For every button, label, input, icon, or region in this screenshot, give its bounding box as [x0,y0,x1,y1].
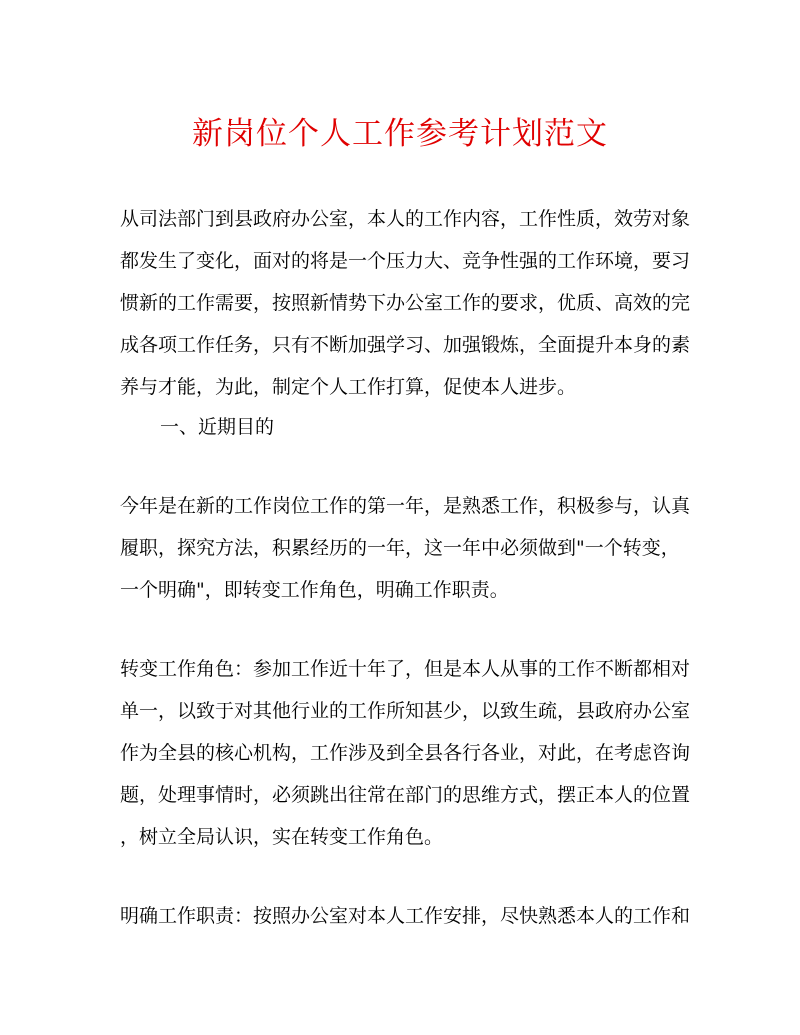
paragraph-intro [120,203,690,403]
paragraph-line: 题，处理事情时，必须跳出往常在部门的思维方式，摆正本人的位置 [120,784,691,806]
paragraph-change-role [120,653,690,853]
paragraph-line: 今年是在新的工作岗位工作的第一年，是熟悉工作，积极参与，认真 [120,495,691,517]
paragraph-line: 一个明确"，即转变工作角色，明确工作职责。 [120,579,509,601]
paragraph-line: 都发生了变化，面对的将是一个压力大、竞争性强的工作环境，要习 [120,250,691,272]
paragraph-line: 履职，探究方法，积累经历的一年，这一年中必须做到"一个转变， [120,537,680,559]
paragraph-first-year [120,490,690,606]
paragraph-line: ，树立全局认识，实在转变工作角色。 [120,826,444,848]
section-heading-near-term-goals: 一、近期目的 [160,416,275,438]
paragraph-line: 作为全县的核心机构，工作涉及到全县各行各业，对此，在考虑咨询 [120,742,691,764]
paragraph-line: 明确工作职责：按照办公室对本人工作安排，尽快熟悉本人的工作和 [120,905,691,927]
document-title: 新岗位个人工作参考计划范文 [192,116,608,152]
paragraph-line: 惯新的工作需要，按照新情势下办公室工作的要求，优质、高效的完 [120,292,691,314]
paragraph-line: 单一，以致于对其他行业的工作所知甚少，以致生疏，县政府办公室 [120,700,691,722]
paragraph-line: 从司法部门到县政府办公室，本人的工作内容，工作性质，效劳对象 [120,208,691,230]
paragraph-clarify-duties [120,900,690,932]
paragraph-line: 成各项工作任务，只有不断加强学习、加强锻炼，全面提升本身的素 [120,334,691,356]
paragraph-line: 养与才能，为此，制定个人工作打算，促使本人进步。 [120,376,577,398]
paragraph-line: 转变工作角色：参加工作近十年了，但是本人从事的工作不断都相对 [120,658,691,680]
